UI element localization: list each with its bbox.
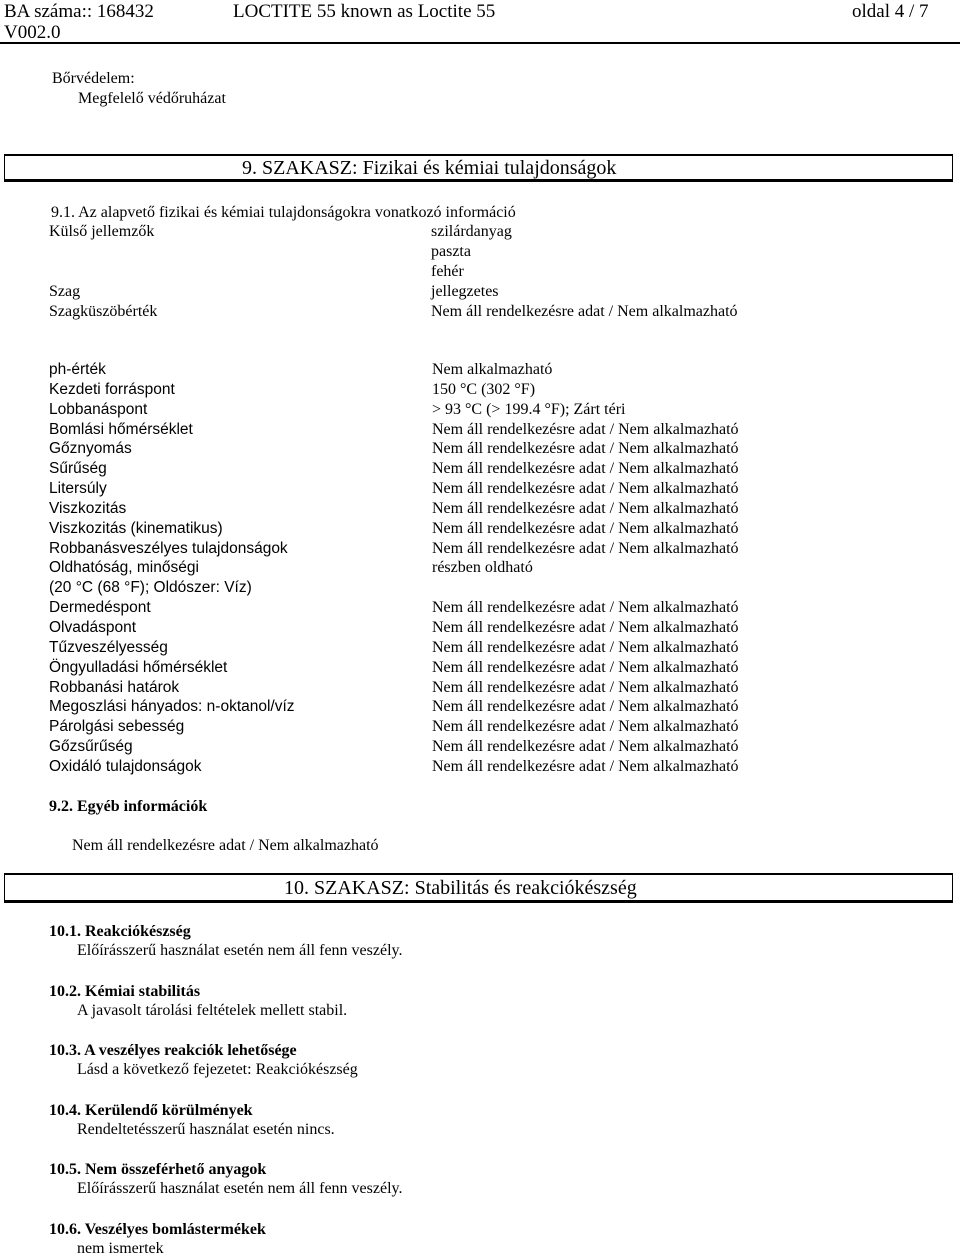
section-10-item-heading: 10.4. Kerülendő körülmények [49,1102,253,1119]
property-label: Oxidáló tulajdonságok [49,757,202,775]
property-row [49,380,849,400]
property-row [49,737,849,757]
property-label: Litersúly [49,480,107,498]
property-row [49,717,849,737]
property-value: Nem áll rendelkezésre adat / Nem alkalmazható [432,658,739,676]
property-value: Nem áll rendelkezésre adat / Nem alkalmazható [432,599,739,617]
property-value: Nem áll rendelkezésre adat / Nem alkalmazható [432,539,739,557]
product-name: LOCTITE 55 known as Loctite 55 [233,1,496,22]
header-rule [0,42,960,44]
section-9-2-title: 9.2. Egyéb információk [49,798,208,815]
property-value: Nem áll rendelkezésre adat / Nem alkalmazható [432,460,739,478]
section-10-item-text: A javasolt tárolási feltételek mellett stabil. [77,1002,348,1019]
property-label: Robbanási határok [49,678,180,696]
appearance-value-1: szilárdanyag [431,223,512,240]
property-label: Gőzsűrűség [49,738,133,756]
property-label: Gőznyomás [49,440,132,458]
property-label: Bomlási hőmérséklet [49,420,193,438]
property-row [49,400,849,420]
property-row [49,420,849,440]
property-value: Nem áll rendelkezésre adat / Nem alkalmazható [432,440,739,458]
property-row [49,757,849,777]
property-value: Nem alkalmazható [432,361,553,378]
page-header [0,0,960,44]
property-value: Nem áll rendelkezésre adat / Nem alkalmazható [432,480,739,498]
odor-threshold-label: Szagküszöbérték [49,303,158,320]
property-label: Viszkozitás (kinematikus) [49,519,223,537]
property-row [49,558,849,578]
property-row [49,519,849,539]
property-value: Nem áll rendelkezésre adat / Nem alkalmazható [432,757,739,775]
section-10-item-heading: 10.5. Nem összeférhető anyagok [49,1161,267,1178]
property-label: Kezdeti forráspont [49,380,175,398]
appearance-value-2: paszta [431,243,471,260]
property-value: Nem áll rendelkezésre adat / Nem alkalmazható [432,718,739,736]
appearance-value-3: fehér [431,263,464,280]
property-label: Viszkozitás [49,499,127,517]
version: V002.0 [4,22,61,43]
property-row [49,618,849,638]
property-label: ph-érték [49,361,106,378]
property-value: Nem áll rendelkezésre adat / Nem alkalmazható [432,738,739,756]
property-row [49,658,849,678]
section-9-title: 9. SZAKASZ: Fizikai és kémiai tulajdonságok [242,157,617,179]
odor-label: Szag [49,283,81,300]
property-value: Nem áll rendelkezésre adat / Nem alkalmazható [432,519,739,537]
section-9-2-text: Nem áll rendelkezésre adat / Nem alkalmazható [72,837,379,854]
odor-threshold-value: Nem áll rendelkezésre adat / Nem alkalmazható [431,303,738,320]
property-row [49,479,849,499]
property-row [49,459,849,479]
section-10-item-text: Előírásszerű használat esetén nem áll fenn veszély. [77,942,403,959]
property-label: Oldhatóság, minőségi [49,559,199,577]
property-value: részben oldható [432,559,533,577]
property-label: Öngyulladási hőmérséklet [49,658,228,676]
skin-protection-value: Megfelelő védőruházat [78,90,226,107]
section-10-item-text: Lásd a következő fejezetet: Reakciókészség [77,1061,358,1078]
section-9-1-title: 9.1. Az alapvető fizikai és kémiai tulajdonságokra vonatkozó információ [51,204,516,221]
property-label: (20 °C (68 °F); Oldószer: Víz) [49,579,252,597]
property-label: Olvadáspont [49,618,137,636]
page-number: oldal 4 / 7 [852,1,929,22]
property-row [49,439,849,459]
property-value: Nem áll rendelkezésre adat / Nem alkalmazható [432,499,739,517]
property-value: Nem áll rendelkezésre adat / Nem alkalmazható [432,420,739,438]
property-row [49,499,849,519]
section-10-title: 10. SZAKASZ: Stabilitás és reakciókészség [284,877,637,899]
section-10-item-text: nem ismertek [77,1240,164,1257]
property-label: Párolgási sebesség [49,718,185,736]
property-label: Dermedéspont [49,599,151,617]
property-value: Nem áll rendelkezésre adat / Nem alkalmazható [432,698,739,716]
property-value: Nem áll rendelkezésre adat / Nem alkalmazható [432,678,739,696]
property-label: Tűzveszélyesség [49,638,168,656]
document-id: BA száma:: 168432 [4,1,154,22]
property-label: Megoszlási hányados: n-oktanol/víz [49,698,295,716]
section-10-item-text: Rendeltetésszerű használat esetén nincs. [77,1121,335,1138]
odor-value: jellegzetes [431,283,499,300]
property-label: Lobbanáspont [49,400,148,418]
property-label: Sűrűség [49,460,107,478]
property-label: Robbanásveszélyes tulajdonságok [49,539,288,557]
appearance-label: Külső jellemzők [49,223,155,240]
property-row [49,360,849,380]
section-10-item-heading: 10.2. Kémiai stabilitás [49,983,201,1000]
property-row [49,697,849,717]
property-row [49,598,849,618]
property-value: Nem áll rendelkezésre adat / Nem alkalmazható [432,618,739,636]
property-value: > 93 °C (> 199.4 °F); Zárt téri [432,400,626,418]
property-value: Nem áll rendelkezésre adat / Nem alkalmazható [432,638,739,656]
property-row [49,638,849,658]
section-10-item-text: Előírásszerű használat esetén nem áll fenn veszély. [77,1180,403,1197]
properties-table [49,360,849,777]
section-10-item-heading: 10.6. Veszélyes bomlástermékek [49,1221,266,1238]
skin-protection-label: Bőrvédelem: [52,70,135,87]
property-row [49,678,849,698]
property-row [49,539,849,559]
property-value: 150 °C (302 °F) [432,380,536,398]
property-row [49,578,849,598]
section-10-item-heading: 10.3. A veszélyes reakciók lehetősége [49,1042,297,1059]
section-10-item-heading: 10.1. Reakciókészség [49,923,191,940]
